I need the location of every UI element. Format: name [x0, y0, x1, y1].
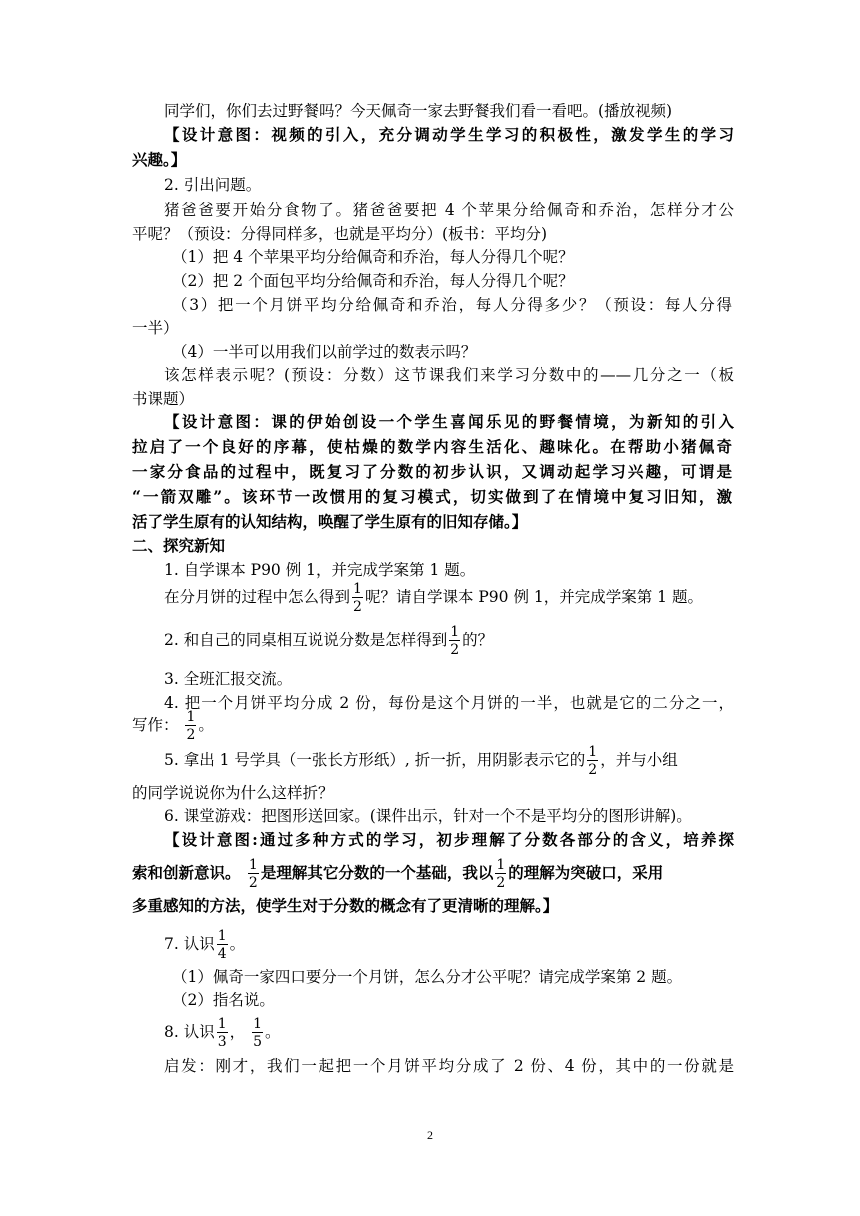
- paragraph-line-fraction: [132, 710, 732, 742]
- paragraph-line: 该怎样表示呢？(预设：分数）这节课我们来学习分数中的——几分之一（板: [164, 366, 734, 384]
- fraction-one-half: [248, 858, 259, 890]
- section-step: 6. 课堂游戏：把图形送回家。(课件出示，针对一个不是平均分的图形讲解)。: [164, 807, 692, 825]
- section-step: 3. 全班汇报交流。: [164, 670, 293, 688]
- text-segment: 2. 和自己的同桌相互说说分数是怎样得到: [164, 631, 448, 649]
- section-step: 1. 自学课本 P90 例 1，并完成学案第 1 题。: [164, 561, 476, 579]
- question-item: （3）把一个月饼平均分给佩奇和乔治，每人分得多少？（预设：每人分得: [172, 296, 732, 314]
- design-intent-line: 兴趣。】: [132, 150, 187, 169]
- fraction-numerator: 1: [217, 928, 227, 944]
- text-segment: ，: [229, 1023, 246, 1041]
- fraction-one-half: [449, 625, 460, 657]
- question-item: （1）把 4 个苹果平均分给佩奇和乔治，每人分得几个呢？: [172, 248, 574, 266]
- paragraph-line: 平呢？（预设：分得同样多，也就是平均分）(板书：平均分): [132, 225, 548, 243]
- design-intent-line: 拉启了一个良好的序幕，使枯燥的数学内容生活化、趣味化。在帮助小猪佩奇: [132, 437, 732, 456]
- fraction-numerator: 1: [450, 624, 460, 640]
- design-intent-line: 【设计意图：视频的引入，充分调动学生学习的积极性，激发学生的学习: [164, 125, 734, 144]
- paragraph-line: 同学们，你们去过野餐吗？今天佩奇一家去野餐我们看一看吧。(播放视频): [164, 102, 673, 120]
- fraction-denominator: 2: [496, 875, 506, 891]
- text-segment: 。: [265, 1023, 281, 1041]
- text-segment: 的？: [462, 631, 494, 649]
- text-segment: 。: [198, 716, 214, 734]
- design-intent-line: “一箭双雕”。该环节一改惯用的复习模式，切实做到了在情境中复习旧知，激: [132, 487, 732, 506]
- text-segment: 。: [229, 935, 246, 953]
- section-step: 4. 把一个月饼平均分成 2 份，每份是这个月饼的一半，也就是它的二分之一，: [164, 694, 734, 712]
- paragraph-line: 猪爸爸要开始分食物了。猪爸爸要把 4 个苹果分给佩奇和乔治，怎样分才公: [164, 201, 734, 219]
- fraction-one-half: [495, 858, 506, 890]
- design-intent-line: 多重感知的方法，使学生对于分数的概念有了更清晰的理解。】: [132, 896, 559, 915]
- fraction-one-quarter: [217, 929, 228, 961]
- fraction-numerator: 1: [217, 1016, 227, 1032]
- fraction-numerator: 1: [588, 744, 598, 760]
- text-segment: 在分月饼的过程中怎么得到: [164, 588, 351, 606]
- fraction-denominator: 3: [217, 1034, 227, 1050]
- design-intent-line-fraction: [132, 858, 732, 890]
- fraction-denominator: 2: [248, 875, 258, 891]
- text-segment: 的理解为突破口，采用: [508, 863, 664, 882]
- question-item: 一半）: [132, 319, 179, 337]
- paragraph-line: 的同学说说你为什么这样折？: [132, 784, 334, 802]
- fraction-numerator: 1: [186, 709, 196, 725]
- paragraph-line-fraction: [164, 582, 734, 614]
- fraction-numerator: 1: [253, 1016, 263, 1032]
- section-step-fraction: [164, 929, 734, 961]
- paragraph-line: 书课题）: [132, 390, 195, 408]
- fraction-denominator: 2: [450, 642, 460, 658]
- fraction-one-half: [587, 745, 598, 777]
- fraction-one-third: [217, 1017, 228, 1049]
- fraction-denominator: 2: [186, 727, 196, 743]
- text-segment: 5. 拿出 1 号学具（一张长方形纸）, 折一折，用阴影表示它的: [164, 751, 586, 769]
- design-intent-line: 【设计意图:通过多种方式的学习，初步理解了分数各部分的含义，培养探: [164, 830, 734, 849]
- fraction-one-half: [352, 582, 363, 614]
- design-intent-line: 一家分食品的过程中，既复习了分数的初步认识，又调动起学习兴趣，可谓是: [132, 462, 732, 481]
- question-item: （2）指名说。: [172, 991, 275, 1009]
- fraction-denominator: 2: [353, 599, 362, 615]
- section-step-fraction: [164, 1017, 734, 1049]
- text-segment: 呢？请自学课本 P90 例 1，并完成学案第 1 题。: [364, 588, 703, 606]
- section-heading: 二、探究新知: [132, 536, 226, 555]
- paragraph-line: 启发：刚才，我们一起把一个月饼平均分成了 2 份、4 份，其中的一份就是: [164, 1057, 734, 1075]
- text-segment: 7. 认识: [164, 935, 215, 953]
- fraction-denominator: 5: [253, 1034, 263, 1050]
- text-segment: 是理解其它分数的一个基础，我以: [260, 863, 494, 882]
- text-segment: 写作：: [132, 716, 179, 734]
- section-step: 2. 引出问题。: [164, 176, 262, 194]
- fraction-numerator: 1: [353, 581, 362, 597]
- fraction-numerator: 1: [496, 857, 506, 873]
- text-segment: 8. 认识: [164, 1023, 215, 1041]
- question-item: （4）一半可以用我们以前学过的数表示吗？: [172, 343, 477, 361]
- page-number: 2: [427, 1128, 433, 1142]
- fraction-one-fifth: [252, 1017, 263, 1049]
- question-item: （1）佩奇一家四口要分一个月饼，怎么分才公平呢？请完成学案第 2 题。: [172, 968, 683, 986]
- fraction-denominator: 2: [588, 762, 598, 778]
- design-intent-line: 【设计意图：课的伊始创设一个学生喜闻乐见的野餐情境，为新知的引入: [164, 412, 734, 431]
- paragraph-line-fraction: [164, 625, 734, 657]
- question-item: （2）把 2 个面包平均分给佩奇和乔治，每人分得几个呢？: [172, 272, 574, 290]
- fraction-denominator: 4: [217, 946, 227, 962]
- fraction-numerator: 1: [248, 857, 258, 873]
- paragraph-line-fraction: [164, 745, 734, 777]
- design-intent-line: 活了学生原有的认知结构，唤醒了学生原有的旧知存储。】: [132, 512, 528, 531]
- text-segment: 索和创新意识。: [132, 863, 241, 882]
- fraction-one-half: [185, 710, 196, 742]
- text-segment: ，并与小组: [600, 751, 678, 769]
